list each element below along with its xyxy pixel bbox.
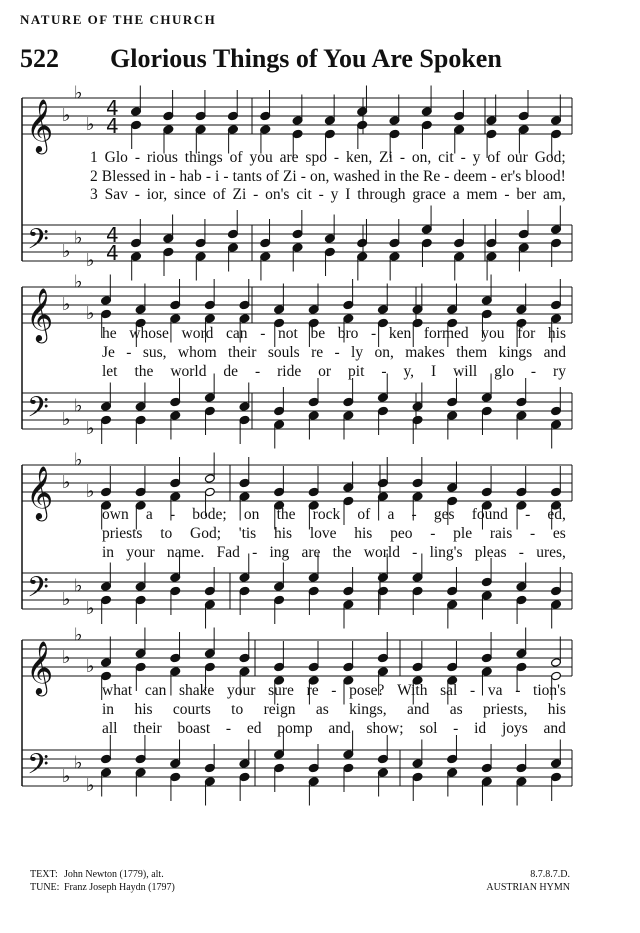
lyric-syllable: what bbox=[102, 682, 133, 699]
lyric-line-s2-v1 bbox=[102, 326, 566, 342]
lyric-syllable: glo bbox=[494, 363, 514, 380]
lyric-syllable: their bbox=[133, 720, 162, 737]
lyric-syllable: show; bbox=[366, 720, 404, 737]
lyric-syllable: kings, bbox=[349, 701, 387, 718]
lyric-syllable: - bbox=[399, 149, 405, 166]
flat-icon: ♭ bbox=[62, 294, 71, 315]
lyric-syllable: world bbox=[363, 544, 400, 561]
lyric-syllable: rious bbox=[146, 149, 178, 166]
lyric-syllable: - bbox=[411, 506, 417, 523]
lyric-syllable: - bbox=[453, 720, 459, 737]
lyric-syllable: ures, bbox=[536, 544, 566, 561]
lyric-syllable: are bbox=[279, 149, 299, 166]
lyric-syllable: word bbox=[181, 325, 214, 342]
lyric-line-s4-v2 bbox=[102, 702, 566, 718]
lyric-syllable: of bbox=[265, 168, 279, 185]
lyric-syllable: or bbox=[318, 363, 332, 380]
lyric-syllable: joys bbox=[501, 720, 528, 737]
lyric-syllable: Blessed bbox=[101, 168, 151, 185]
lyric-syllable: Zi bbox=[232, 186, 247, 203]
lyric-syllable: - bbox=[170, 168, 176, 185]
lyric-syllable: - bbox=[126, 344, 132, 361]
lyric-syllable: blood! bbox=[525, 168, 566, 185]
lyric-line-s3-v1 bbox=[102, 507, 566, 523]
lyric-syllable: love bbox=[309, 525, 337, 542]
lyric-syllable: a bbox=[387, 506, 395, 523]
lyric-syllable: on, bbox=[411, 149, 432, 166]
lyric-syllable: ges bbox=[433, 506, 455, 523]
lyric-syllable: of bbox=[212, 186, 226, 203]
lyric-syllable: - bbox=[470, 682, 476, 699]
lyric-syllable: of bbox=[229, 149, 243, 166]
flat-icon: ♭ bbox=[74, 575, 83, 597]
lyric-syllable: your bbox=[226, 682, 256, 699]
lyric-syllable: - bbox=[334, 344, 340, 361]
lyric-syllable: 2 bbox=[90, 168, 98, 185]
lyric-syllable: you bbox=[249, 149, 273, 166]
lyric-syllable: - bbox=[529, 525, 536, 542]
lyric-syllable: I bbox=[431, 363, 437, 380]
lyric-syllable: - bbox=[205, 168, 211, 185]
lyric-line-s2-v3 bbox=[102, 364, 566, 380]
lyric-syllable: es bbox=[552, 525, 566, 542]
flat-icon: ♭ bbox=[74, 271, 83, 293]
lyric-syllable: - bbox=[333, 149, 340, 166]
lyric-line-s2-v2 bbox=[102, 345, 566, 361]
lyric-syllable: 1 bbox=[90, 149, 98, 166]
lyric-line-s1-v2 bbox=[90, 169, 566, 185]
lyric-syllable: - bbox=[460, 149, 466, 166]
lyric-syllable: - bbox=[252, 544, 258, 561]
time-signature: 4 bbox=[106, 223, 119, 247]
lyric-syllable: re bbox=[311, 344, 324, 361]
lyric-syllable: de bbox=[223, 363, 239, 380]
flat-icon: ♭ bbox=[62, 409, 71, 430]
lyric-syllable: can bbox=[226, 325, 248, 342]
lyric-syllable: y bbox=[330, 186, 339, 203]
lyric-syllable: ed bbox=[246, 720, 262, 737]
lyric-syllable: not bbox=[278, 325, 298, 342]
lyric-syllable: cit bbox=[438, 149, 454, 166]
flat-icon: ♭ bbox=[62, 766, 71, 787]
lyric-syllable: on bbox=[243, 506, 260, 523]
lyric-syllable: - bbox=[223, 168, 229, 185]
time-signature: 4 bbox=[106, 241, 119, 265]
flat-icon: ♭ bbox=[86, 250, 95, 271]
lyric-syllable: whom bbox=[177, 344, 217, 361]
lyric-syllable: reign bbox=[263, 701, 296, 718]
lyric-syllable: priests bbox=[102, 525, 143, 542]
lyric-syllable: for bbox=[517, 325, 536, 342]
flat-icon: ♭ bbox=[86, 418, 95, 439]
lyric-syllable: whose bbox=[129, 325, 169, 342]
lyric-syllable: ed, bbox=[547, 506, 566, 523]
lyric-syllable: pomp bbox=[277, 720, 313, 737]
lyric-syllable: sus, bbox=[142, 344, 167, 361]
lyric-syllable: ken bbox=[388, 325, 412, 342]
lyric-syllable: through bbox=[357, 186, 406, 203]
lyric-syllable: - bbox=[255, 363, 261, 380]
lyric-syllable: God; bbox=[190, 525, 222, 542]
lyric-syllable: ly bbox=[351, 344, 364, 361]
lyric-syllable: his bbox=[354, 525, 373, 542]
flat-icon: ♭ bbox=[86, 656, 95, 677]
lyric-syllable: are bbox=[301, 544, 321, 561]
flat-icon: ♭ bbox=[74, 752, 83, 774]
lyric-syllable: - bbox=[225, 720, 232, 737]
lyric-syllable: - bbox=[260, 325, 266, 342]
lyric-syllable: grace bbox=[412, 186, 446, 203]
lyric-syllable: - bbox=[444, 168, 450, 185]
lyric-syllable: since bbox=[174, 186, 206, 203]
lyric-syllable: souls bbox=[267, 344, 300, 361]
text-credit: TEXT: John Newton (1779), alt. bbox=[30, 869, 164, 880]
lyric-syllable: he bbox=[102, 325, 117, 342]
lyric-syllable: his bbox=[547, 325, 566, 342]
tune-name: AUSTRIAN HYMN bbox=[486, 882, 570, 893]
lyric-syllable: va bbox=[487, 682, 503, 699]
lyric-syllable: on's bbox=[265, 186, 290, 203]
lyric-syllable: - bbox=[134, 149, 140, 166]
flat-icon: ♭ bbox=[86, 481, 95, 502]
lyric-syllable: pleas bbox=[474, 544, 507, 561]
lyric-syllable: ken, bbox=[345, 149, 373, 166]
lyric-syllable: of bbox=[487, 149, 501, 166]
lyric-syllable: - bbox=[491, 168, 497, 185]
lyric-syllable: deem bbox=[453, 168, 488, 185]
flat-icon: ♭ bbox=[62, 241, 71, 262]
lyric-syllable: them bbox=[456, 344, 488, 361]
lyric-syllable: With bbox=[397, 682, 428, 699]
lyric-syllable: - bbox=[253, 186, 259, 203]
flat-icon: ♭ bbox=[62, 589, 71, 610]
lyric-syllable: bro bbox=[337, 325, 359, 342]
lyric-syllable: Glo bbox=[104, 149, 128, 166]
flat-icon: ♭ bbox=[74, 227, 83, 249]
lyric-line-s4-v1 bbox=[102, 683, 566, 699]
lyric-line-s1-v1 bbox=[90, 150, 566, 166]
lyric-syllable: ling's bbox=[429, 544, 463, 561]
lyric-syllable: bode; bbox=[192, 506, 227, 523]
lyric-syllable: and bbox=[543, 720, 566, 737]
lyric-syllable: a bbox=[145, 506, 153, 523]
lyric-syllable: pit bbox=[348, 363, 365, 380]
lyric-syllable: priests, bbox=[483, 701, 528, 718]
flat-icon: ♭ bbox=[62, 647, 71, 668]
lyric-syllable: - bbox=[371, 325, 377, 342]
lyric-syllable: re bbox=[306, 682, 319, 699]
flat-icon: ♭ bbox=[86, 775, 95, 796]
lyric-syllable: - bbox=[504, 186, 510, 203]
lyric-syllable: Je bbox=[102, 344, 115, 361]
meter: 8.7.8.7.D. bbox=[530, 869, 570, 880]
flat-icon: ♭ bbox=[62, 105, 71, 126]
lyric-syllable: his bbox=[134, 701, 153, 718]
lyric-syllable: - bbox=[169, 506, 176, 523]
bass-clef-icon: 𝄢 bbox=[27, 391, 49, 431]
lyric-syllable: Zi bbox=[282, 168, 297, 185]
lyric-syllable: to bbox=[231, 701, 244, 718]
lyric-syllable: will bbox=[453, 363, 478, 380]
lyric-syllable: sure bbox=[268, 682, 294, 699]
flat-icon: ♭ bbox=[86, 598, 95, 619]
lyric-syllable: i bbox=[215, 168, 220, 185]
lyric-syllable: rais bbox=[489, 525, 513, 542]
lyric-syllable: Fad bbox=[216, 544, 240, 561]
lyric-syllable: his bbox=[547, 701, 566, 718]
flat-icon: ♭ bbox=[74, 449, 83, 471]
lyric-syllable: found bbox=[471, 506, 508, 523]
lyric-syllable: God; bbox=[534, 149, 566, 166]
flat-icon: ♭ bbox=[86, 114, 95, 135]
lyric-syllable: in bbox=[383, 168, 396, 185]
lyric-syllable: mem bbox=[466, 186, 498, 203]
credits-right bbox=[486, 868, 570, 894]
lyric-syllable: ple bbox=[453, 525, 473, 542]
time-signature: 4 bbox=[106, 96, 119, 120]
lyric-syllable: makes bbox=[405, 344, 445, 361]
lyric-syllable: - bbox=[412, 544, 418, 561]
lyric-syllable: - bbox=[518, 544, 524, 561]
lyric-syllable: hab bbox=[179, 168, 202, 185]
lyric-syllable: ber bbox=[516, 186, 537, 203]
lyric-syllable: Sav bbox=[104, 186, 128, 203]
lyric-syllable: you bbox=[481, 325, 505, 342]
lyric-syllable: world bbox=[170, 363, 207, 380]
lyric-syllable: tion's bbox=[533, 682, 566, 699]
flat-icon: ♭ bbox=[62, 472, 71, 493]
lyric-syllable: let bbox=[102, 363, 118, 380]
hymn-number: 522 bbox=[20, 44, 59, 73]
lyric-syllable: - bbox=[530, 363, 537, 380]
lyric-syllable: ry bbox=[553, 363, 566, 380]
treble-clef-icon: 𝄞 bbox=[26, 640, 54, 694]
lyric-syllable: 'tis bbox=[238, 525, 257, 542]
flat-icon: ♭ bbox=[86, 303, 95, 324]
bass-clef-icon: 𝄢 bbox=[27, 571, 49, 611]
lyric-line-s4-v3 bbox=[102, 721, 566, 737]
lyric-syllable: his bbox=[273, 525, 293, 542]
lyric-syllable: in bbox=[154, 168, 167, 185]
lyric-syllable: washed bbox=[333, 168, 380, 185]
lyric-syllable: on, bbox=[309, 168, 330, 185]
time-signature: 4 bbox=[106, 114, 119, 138]
flat-icon: ♭ bbox=[74, 82, 83, 104]
lyric-syllable: rock bbox=[312, 506, 341, 523]
lyric-syllable: all bbox=[102, 720, 118, 737]
lyric-syllable: - bbox=[331, 682, 337, 699]
lyric-syllable: cit bbox=[296, 186, 312, 203]
lyric-syllable: the bbox=[134, 363, 154, 380]
lyric-syllable: - bbox=[515, 682, 521, 699]
lyric-syllable: in bbox=[102, 701, 115, 718]
lyric-syllable: on, bbox=[374, 344, 394, 361]
lyric-syllable: er's bbox=[500, 168, 522, 185]
lyric-syllable: Zi bbox=[379, 149, 393, 166]
lyric-syllable: pose? bbox=[349, 682, 385, 699]
lyric-syllable: ing bbox=[269, 544, 290, 561]
lyric-syllable: name. bbox=[166, 544, 205, 561]
lyric-syllable: tants bbox=[232, 168, 262, 185]
lyric-syllable: I bbox=[345, 186, 351, 203]
lyric-syllable: ior, bbox=[146, 186, 168, 203]
lyric-syllable: and bbox=[406, 701, 430, 718]
flat-icon: ♭ bbox=[74, 395, 83, 417]
lyric-syllable: shake bbox=[179, 682, 215, 699]
treble-clef-icon: 𝄞 bbox=[26, 465, 54, 519]
lyric-line-s1-v3 bbox=[90, 187, 566, 203]
lyric-syllable: things bbox=[184, 149, 223, 166]
lyric-syllable: am, bbox=[542, 186, 566, 203]
lyric-syllable: can bbox=[144, 682, 167, 699]
lyric-syllable: - bbox=[525, 506, 531, 523]
lyric-syllable: sol bbox=[419, 720, 438, 737]
lyric-syllable: - bbox=[318, 186, 324, 203]
hymn-title: Glorious Things of You Are Spoken bbox=[110, 44, 502, 73]
credits-left bbox=[30, 868, 175, 894]
lyric-syllable: - bbox=[134, 186, 140, 203]
lyric-syllable: be bbox=[310, 325, 326, 342]
lyric-line-s3-v3 bbox=[102, 545, 566, 561]
section-label: NATURE OF THE CHURCH bbox=[20, 12, 217, 27]
lyric-syllable: our bbox=[507, 149, 528, 166]
treble-clef-icon: 𝄞 bbox=[26, 98, 54, 152]
lyric-syllable: to bbox=[160, 525, 173, 542]
lyric-syllable: in bbox=[102, 544, 115, 561]
lyric-line-s3-v2 bbox=[102, 526, 566, 542]
lyric-syllable: their bbox=[228, 344, 257, 361]
lyric-syllable: peo bbox=[390, 525, 413, 542]
lyric-syllable: boast bbox=[177, 720, 211, 737]
flat-icon: ♭ bbox=[74, 624, 83, 646]
lyric-syllable: own bbox=[102, 506, 129, 523]
lyric-syllable: as bbox=[315, 701, 329, 718]
lyric-syllable: formed bbox=[423, 325, 469, 342]
lyric-syllable: and bbox=[328, 720, 351, 737]
lyric-syllable: the bbox=[332, 544, 352, 561]
lyric-syllable: kings bbox=[498, 344, 533, 361]
lyric-syllable: - bbox=[300, 168, 306, 185]
bass-clef-icon: 𝄢 bbox=[27, 223, 49, 263]
lyric-syllable: id bbox=[474, 720, 487, 737]
lyric-syllable: the bbox=[276, 506, 296, 523]
lyric-syllable: 3 bbox=[90, 186, 98, 203]
lyric-syllable: Re bbox=[423, 168, 441, 185]
lyric-syllable: spo bbox=[305, 149, 327, 166]
lyric-syllable: courts bbox=[172, 701, 211, 718]
lyric-syllable: the bbox=[400, 168, 419, 185]
lyric-syllable: - bbox=[430, 525, 436, 542]
tune-credit: TUNE: Franz Joseph Haydn (1797) bbox=[30, 882, 175, 893]
lyric-syllable: y, bbox=[403, 363, 415, 380]
lyric-syllable: a bbox=[452, 186, 460, 203]
lyric-syllable: as bbox=[449, 701, 463, 718]
lyric-syllable: - bbox=[381, 363, 387, 380]
lyric-syllable: your bbox=[126, 544, 155, 561]
treble-clef-icon: 𝄞 bbox=[26, 287, 54, 341]
lyric-syllable: and bbox=[543, 344, 566, 361]
bass-clef-icon: 𝄢 bbox=[27, 748, 49, 788]
lyric-syllable: y bbox=[472, 149, 481, 166]
lyric-syllable: ride bbox=[277, 363, 302, 380]
lyric-syllable: sal bbox=[440, 682, 458, 699]
lyric-syllable: of bbox=[357, 506, 371, 523]
